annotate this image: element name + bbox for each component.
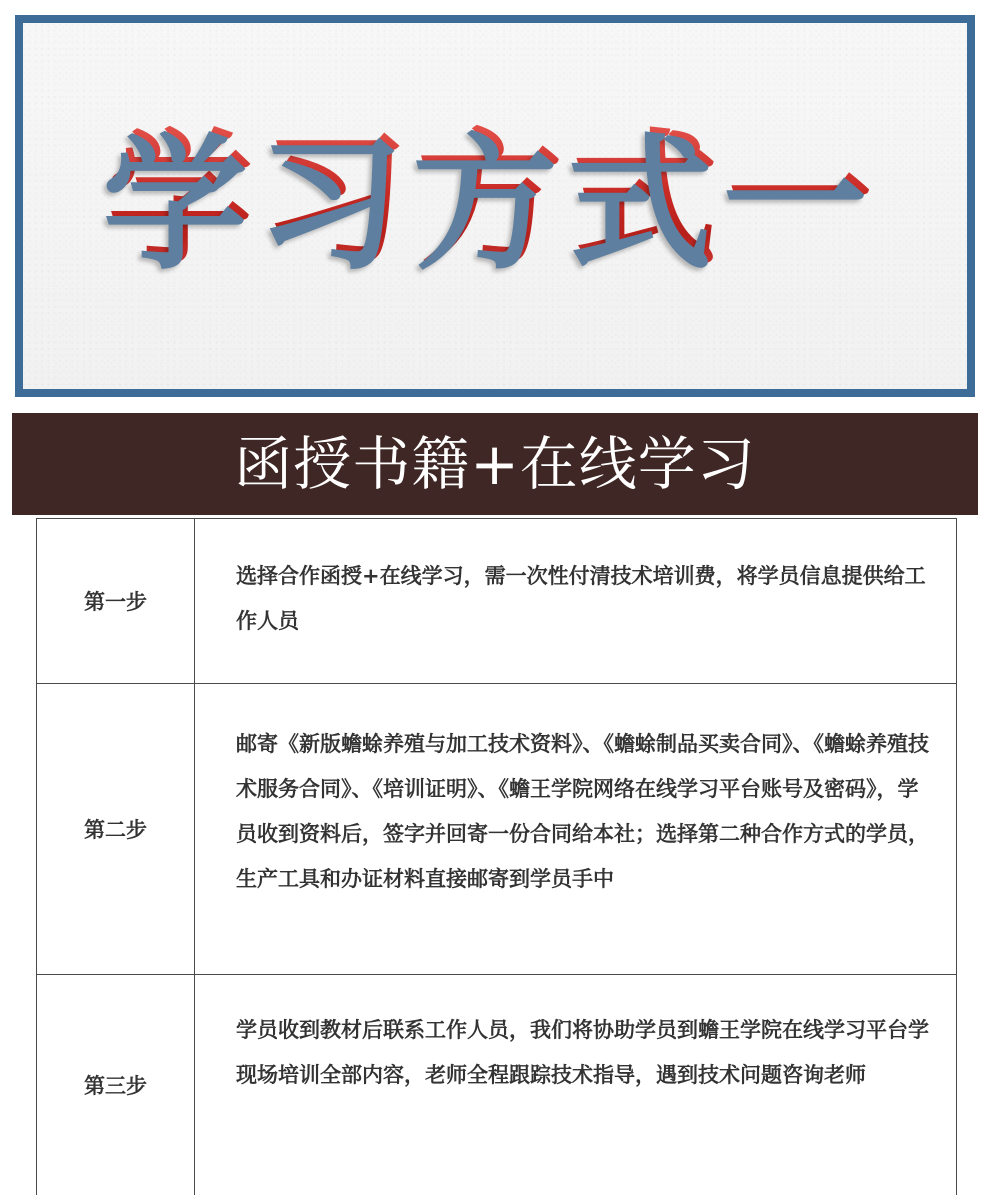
step-description: 选择合作函授+在线学习，需一次性付清技术培训费，将学员信息提供给工作人员	[236, 564, 926, 633]
section-header	[12, 413, 978, 515]
step-description: 学员收到教材后联系工作人员，我们将协助学员到蟾王学院在线学习平台学现场培训全部内容，老师全程跟踪技术指导，遇到技术问题咨询老师	[236, 1018, 929, 1087]
step-label-cell	[37, 975, 195, 1195]
steps-table	[36, 518, 957, 1195]
step-label: 第三步	[84, 1074, 147, 1098]
step-row-1	[37, 519, 956, 684]
step-label: 第一步	[84, 590, 147, 614]
step-row-3	[37, 975, 956, 1195]
step-label-cell	[37, 684, 195, 974]
step-description-cell	[195, 684, 956, 974]
step-label: 第二步	[84, 818, 147, 842]
step-row-2	[37, 684, 956, 975]
step-label-cell	[37, 519, 195, 683]
hero-banner	[15, 15, 975, 397]
step-description: 邮寄《新版蟾蜍养殖与加工技术资料》、《蟾蜍制品买卖合同》、《蟾蜍养殖技术服务合同》、《培训证明》、《蟾王学院网络在线学习平台账号及密码》，学员收到资料后，签字并回寄一份合同给本社；选择第二种合作方式的学员，生产工具和办证材料直接邮寄到学员手中	[236, 732, 929, 891]
step-description-cell	[195, 519, 956, 683]
hero-title: 学习方式一	[23, 116, 967, 286]
step-description-cell	[195, 975, 956, 1195]
section-title: 函授书籍+在线学习	[234, 430, 756, 498]
